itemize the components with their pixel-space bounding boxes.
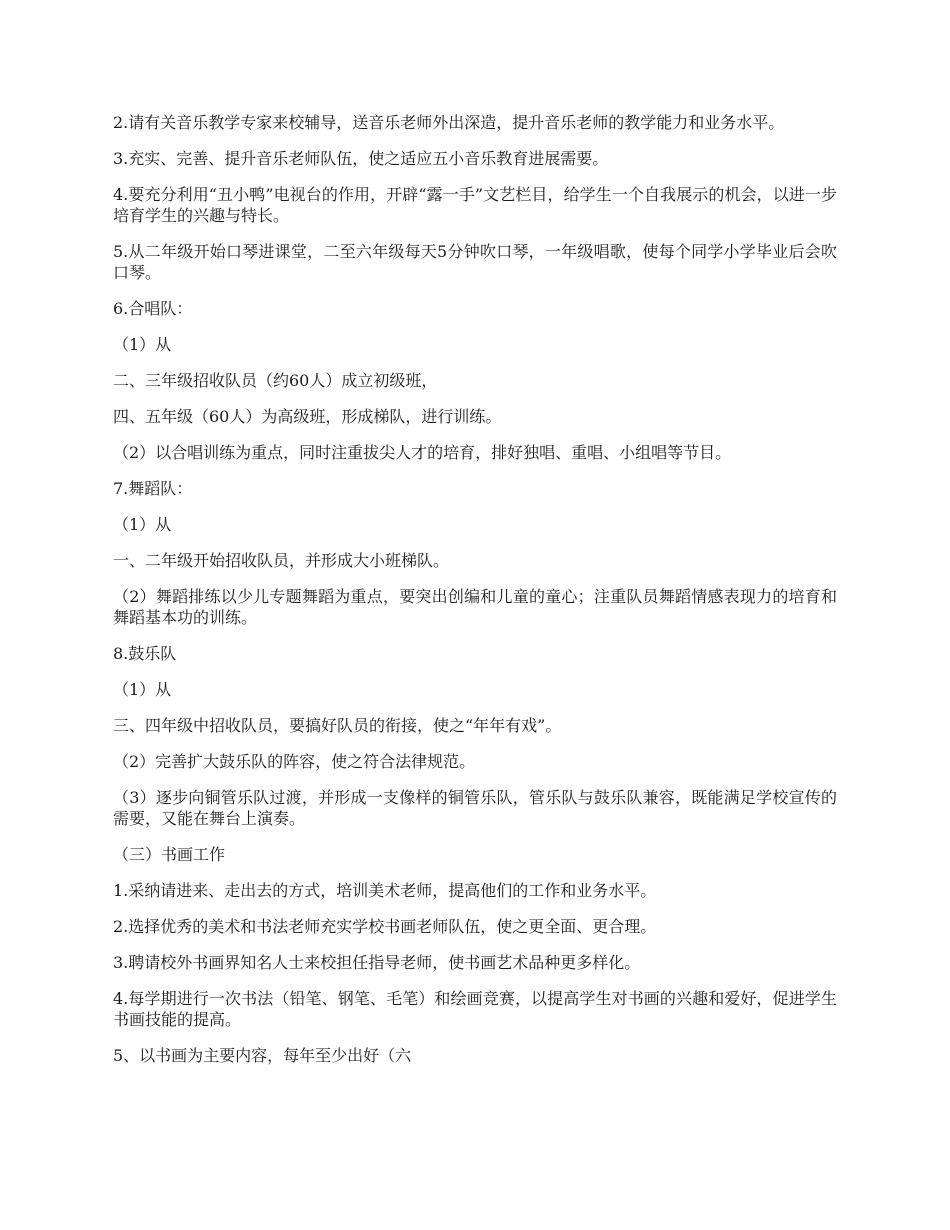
painting-point-5: 5、以书画为主要内容，每年至少出好（六 bbox=[113, 1046, 412, 1065]
dance-point-1-start: （1）从 bbox=[113, 515, 172, 534]
paragraph-item-4-tv-station: 4.要充分利用“丑小鸭”电视台的作用，开辟“露一手”文艺栏目，给学生一个自我展示的机会，以进一步培育学生的兴趣与特长。 bbox=[113, 185, 837, 225]
section-heading-dance: 7.舞蹈队： bbox=[113, 479, 193, 498]
painting-point-4: 4.每学期进行一次书法（铅笔、钢笔、毛笔）和绘画竞赛，以提高学生对书画的兴趣和爱好，促进学生书画技能的提高。 bbox=[113, 989, 837, 1029]
drum-point-2: （2）完善扩大鼓乐队的阵容，使之符合法律规范。 bbox=[113, 752, 476, 771]
drum-point-1-start: （1）从 bbox=[113, 680, 172, 699]
section-heading-drum-band: 8.鼓乐队 bbox=[113, 644, 177, 663]
paragraph-item-3-teacher-team: 3.充实、完善、提升音乐老师队伍，使之适应五小音乐教育进展需要。 bbox=[113, 149, 609, 168]
drum-point-1-grades: 三、四年级中招收队员，要搞好队员的衔接，使之“年年有戏”。 bbox=[113, 716, 562, 735]
section-heading-calligraphy-painting: （三）书画工作 bbox=[113, 845, 226, 864]
section-heading-choir: 6.合唱队： bbox=[113, 299, 193, 318]
drum-point-3: （3）逐步向铜管乐队过渡，并形成一支像样的铜管乐队，管乐队与鼓乐队兼容，既能满足学校宣传的需要，又能在舞台上演奏。 bbox=[113, 788, 837, 828]
dance-point-2: （2）舞蹈排练以少儿专题舞蹈为重点，要突出创编和儿童的童心；注重队员舞蹈情感表现力的培育和舞蹈基本功的训练。 bbox=[113, 587, 837, 627]
paragraph-item-2-music-experts: 2.请有关音乐教学专家来校辅导，送音乐老师外出深造，提升音乐老师的教学能力和业务水平。 bbox=[113, 113, 785, 132]
choir-point-1-senior-class: 四、五年级（60人）为高级班，形成梯队，进行训练。 bbox=[113, 407, 502, 426]
painting-point-3: 3.聘请校外书画界知名人士来校担任指导老师，使书画艺术品种更多样化。 bbox=[113, 953, 641, 972]
dance-point-1-grades: 一、二年级开始招收队员，并形成大小班梯队。 bbox=[113, 551, 450, 570]
choir-point-1-junior-class: 二、三年级招收队员（约60人）成立初级班， bbox=[113, 371, 438, 390]
choir-point-2: （2）以合唱训练为重点，同时注重拔尖人才的培育，排好独唱、重唱、小组唱等节目。 bbox=[113, 443, 732, 462]
paragraph-item-5-harmonica: 5.从二年级开始口琴进课堂，二至六年级每天5分钟吹口琴，一年级唱歌，使每个同学小学毕业后会吹口琴。 bbox=[113, 242, 837, 282]
painting-point-2: 2.选择优秀的美术和书法老师充实学校书画老师队伍，使之更全面、更合理。 bbox=[113, 917, 657, 936]
document-body bbox=[113, 112, 837, 1081]
painting-point-1: 1.采纳请进来、走出去的方式，培训美术老师，提高他们的工作和业务水平。 bbox=[113, 881, 657, 900]
choir-point-1-start: （1）从 bbox=[113, 335, 172, 354]
